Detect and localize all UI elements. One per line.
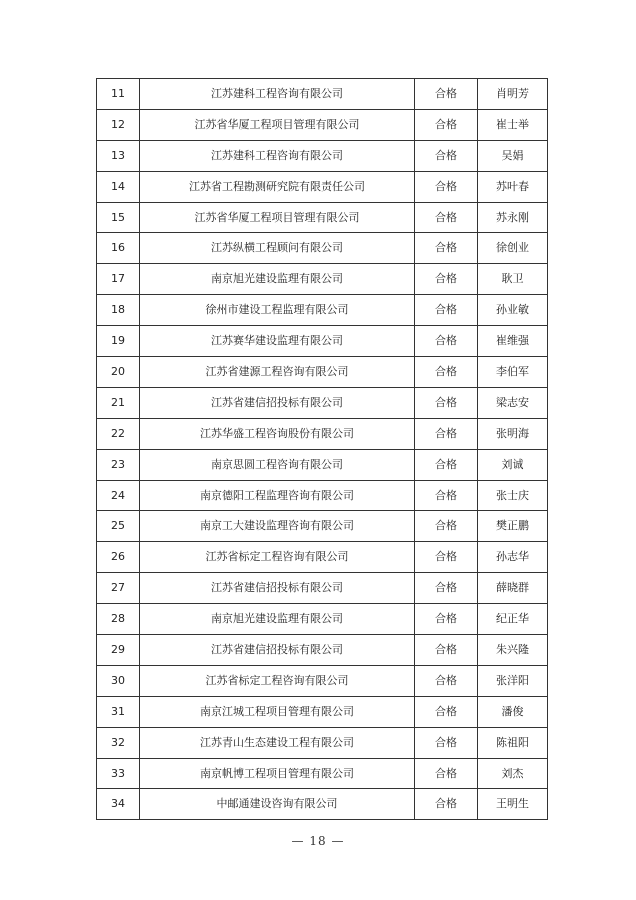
- organization-cell: 江苏省标定工程咨询有限公司: [140, 665, 415, 696]
- results-table-body: [97, 79, 548, 820]
- person-name-cell: 孙业敏: [478, 295, 548, 326]
- organization-cell: 南京帆博工程项目管理有限公司: [140, 758, 415, 789]
- person-name-cell: 孙志华: [478, 542, 548, 573]
- table-row: [97, 418, 548, 449]
- result-cell: 合格: [415, 264, 478, 295]
- organization-cell: 江苏省华厦工程项目管理有限公司: [140, 109, 415, 140]
- result-cell: 合格: [415, 789, 478, 820]
- row-number-cell: 15: [97, 202, 140, 233]
- result-cell: 合格: [415, 727, 478, 758]
- result-cell: 合格: [415, 449, 478, 480]
- table-row: [97, 449, 548, 480]
- table-row: [97, 326, 548, 357]
- organization-cell: 江苏省建源工程咨询有限公司: [140, 357, 415, 388]
- person-name-cell: 苏永刚: [478, 202, 548, 233]
- table-row: [97, 696, 548, 727]
- results-table: [96, 78, 548, 820]
- person-name-cell: 肖明芳: [478, 79, 548, 110]
- organization-cell: 江苏省标定工程咨询有限公司: [140, 542, 415, 573]
- row-number-cell: 11: [97, 79, 140, 110]
- organization-cell: 江苏华盛工程咨询股份有限公司: [140, 418, 415, 449]
- table-row: [97, 758, 548, 789]
- result-cell: 合格: [415, 665, 478, 696]
- row-number-cell: 19: [97, 326, 140, 357]
- result-cell: 合格: [415, 171, 478, 202]
- organization-cell: 江苏省建信招投标有限公司: [140, 635, 415, 666]
- result-cell: 合格: [415, 79, 478, 110]
- organization-cell: 江苏省建信招投标有限公司: [140, 573, 415, 604]
- organization-cell: 南京旭光建设监理有限公司: [140, 604, 415, 635]
- organization-cell: 中邮通建设咨询有限公司: [140, 789, 415, 820]
- result-cell: 合格: [415, 202, 478, 233]
- organization-cell: 江苏纵横工程顾问有限公司: [140, 233, 415, 264]
- result-cell: 合格: [415, 511, 478, 542]
- table-row: [97, 79, 548, 110]
- person-name-cell: 陈祖阳: [478, 727, 548, 758]
- row-number-cell: 32: [97, 727, 140, 758]
- table-row: [97, 233, 548, 264]
- row-number-cell: 12: [97, 109, 140, 140]
- table-row: [97, 511, 548, 542]
- organization-cell: 江苏青山生态建设工程有限公司: [140, 727, 415, 758]
- result-cell: 合格: [415, 357, 478, 388]
- person-name-cell: 纪正华: [478, 604, 548, 635]
- person-name-cell: 李伯军: [478, 357, 548, 388]
- table-row: [97, 140, 548, 171]
- row-number-cell: 16: [97, 233, 140, 264]
- table-row: [97, 573, 548, 604]
- row-number-cell: 26: [97, 542, 140, 573]
- result-cell: 合格: [415, 418, 478, 449]
- person-name-cell: 薛晓群: [478, 573, 548, 604]
- organization-cell: 江苏省工程勘测研究院有限责任公司: [140, 171, 415, 202]
- table-row: [97, 604, 548, 635]
- row-number-cell: 29: [97, 635, 140, 666]
- row-number-cell: 30: [97, 665, 140, 696]
- row-number-cell: 17: [97, 264, 140, 295]
- organization-cell: 南京德阳工程监理咨询有限公司: [140, 480, 415, 511]
- table-row: [97, 727, 548, 758]
- result-cell: 合格: [415, 758, 478, 789]
- person-name-cell: 刘诚: [478, 449, 548, 480]
- organization-cell: 南京江城工程项目管理有限公司: [140, 696, 415, 727]
- row-number-cell: 31: [97, 696, 140, 727]
- organization-cell: 南京思圆工程咨询有限公司: [140, 449, 415, 480]
- row-number-cell: 13: [97, 140, 140, 171]
- person-name-cell: 耿卫: [478, 264, 548, 295]
- result-cell: 合格: [415, 604, 478, 635]
- row-number-cell: 23: [97, 449, 140, 480]
- organization-cell: 江苏建科工程咨询有限公司: [140, 140, 415, 171]
- row-number-cell: 33: [97, 758, 140, 789]
- person-name-cell: 崔维强: [478, 326, 548, 357]
- result-cell: 合格: [415, 326, 478, 357]
- result-cell: 合格: [415, 109, 478, 140]
- person-name-cell: 刘杰: [478, 758, 548, 789]
- person-name-cell: 张洋阳: [478, 665, 548, 696]
- table-row: [97, 295, 548, 326]
- person-name-cell: 樊正鹏: [478, 511, 548, 542]
- row-number-cell: 14: [97, 171, 140, 202]
- result-cell: 合格: [415, 295, 478, 326]
- person-name-cell: 王明生: [478, 789, 548, 820]
- person-name-cell: 朱兴隆: [478, 635, 548, 666]
- result-cell: 合格: [415, 573, 478, 604]
- table-row: [97, 387, 548, 418]
- page-number: — 18 —: [291, 834, 345, 848]
- person-name-cell: 徐创业: [478, 233, 548, 264]
- table-row: [97, 542, 548, 573]
- person-name-cell: 潘俊: [478, 696, 548, 727]
- row-number-cell: 34: [97, 789, 140, 820]
- result-cell: 合格: [415, 233, 478, 264]
- person-name-cell: 张士庆: [478, 480, 548, 511]
- row-number-cell: 24: [97, 480, 140, 511]
- organization-cell: 江苏省建信招投标有限公司: [140, 387, 415, 418]
- row-number-cell: 22: [97, 418, 140, 449]
- person-name-cell: 崔士举: [478, 109, 548, 140]
- result-cell: 合格: [415, 387, 478, 418]
- row-number-cell: 20: [97, 357, 140, 388]
- result-cell: 合格: [415, 635, 478, 666]
- table-row: [97, 264, 548, 295]
- organization-cell: 江苏省华厦工程项目管理有限公司: [140, 202, 415, 233]
- table-row: [97, 789, 548, 820]
- result-cell: 合格: [415, 696, 478, 727]
- row-number-cell: 27: [97, 573, 140, 604]
- person-name-cell: 梁志安: [478, 387, 548, 418]
- person-name-cell: 吴娟: [478, 140, 548, 171]
- row-number-cell: 21: [97, 387, 140, 418]
- organization-cell: 南京旭光建设监理有限公司: [140, 264, 415, 295]
- table-row: [97, 202, 548, 233]
- row-number-cell: 25: [97, 511, 140, 542]
- result-cell: 合格: [415, 480, 478, 511]
- result-cell: 合格: [415, 542, 478, 573]
- organization-cell: 徐州市建设工程监理有限公司: [140, 295, 415, 326]
- organization-cell: 南京工大建设监理咨询有限公司: [140, 511, 415, 542]
- person-name-cell: 苏叶春: [478, 171, 548, 202]
- table-row: [97, 480, 548, 511]
- row-number-cell: 28: [97, 604, 140, 635]
- organization-cell: 江苏赛华建设监理有限公司: [140, 326, 415, 357]
- table-row: [97, 171, 548, 202]
- table-row: [97, 357, 548, 388]
- table-row: [97, 109, 548, 140]
- organization-cell: 江苏建科工程咨询有限公司: [140, 79, 415, 110]
- result-cell: 合格: [415, 140, 478, 171]
- person-name-cell: 张明海: [478, 418, 548, 449]
- table-row: [97, 665, 548, 696]
- row-number-cell: 18: [97, 295, 140, 326]
- table-row: [97, 635, 548, 666]
